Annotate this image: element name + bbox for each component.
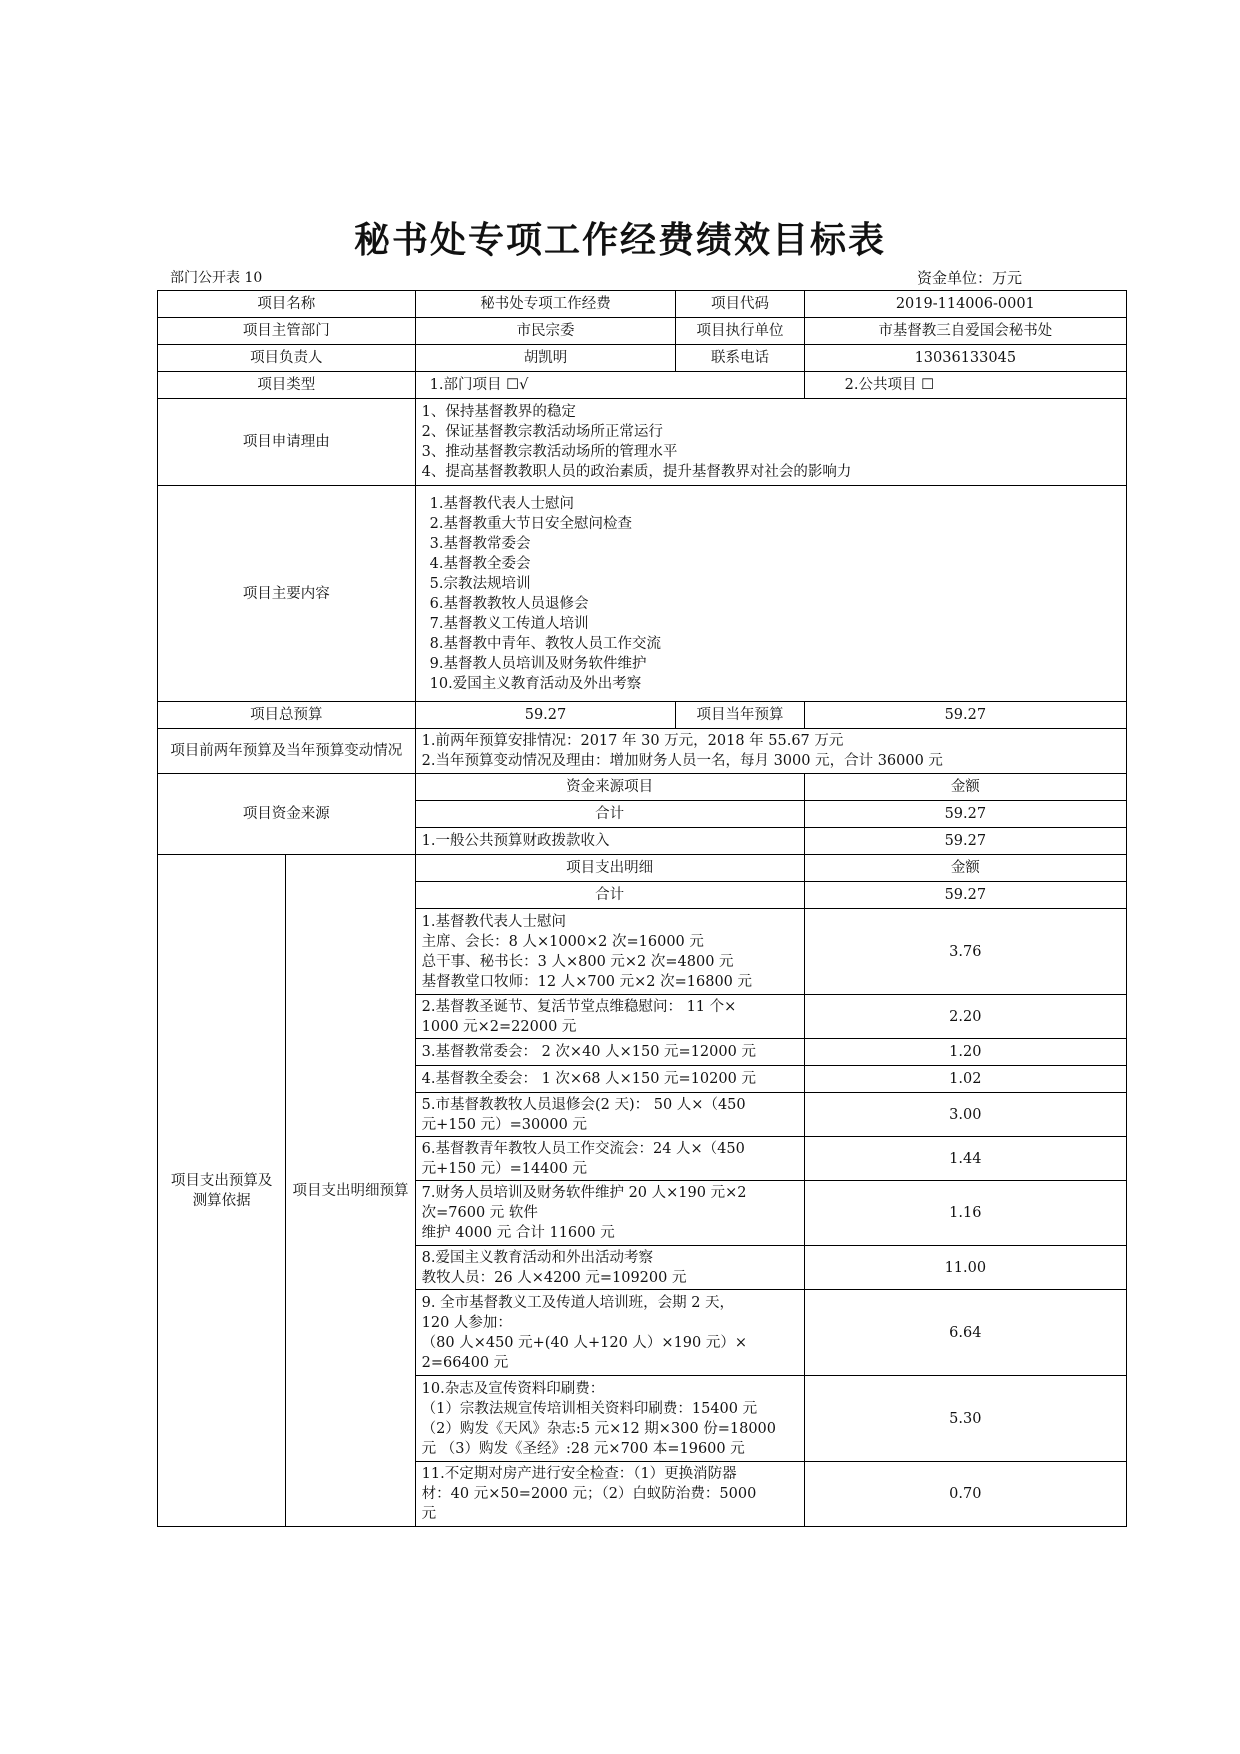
phone-label: 联系电话 <box>676 345 804 372</box>
exec-unit-label: 项目执行单位 <box>676 318 804 345</box>
project-code-label: 项目代码 <box>676 291 804 318</box>
funding-row-item: 1.一般公共预算财政拨款收入 <box>415 828 804 855</box>
expense-line: 基督教堂口牧师：12 人×700 元×2 次=16800 元 <box>421 973 753 990</box>
form-number: 部门公开表 10 <box>170 270 263 286</box>
expense-row-amount: 1.20 <box>804 1039 1126 1066</box>
phone-value: 13036133045 <box>804 345 1126 372</box>
content-line: 7.基督教义工传道人培训 <box>429 615 589 632</box>
expense-line: 总干事、秘书长：3 人×800 元×2 次=4800 元 <box>421 953 734 970</box>
expense-row-item <box>415 1039 804 1066</box>
content-line: 2.基督教重大节日安全慰问检查 <box>429 515 632 532</box>
dept-value: 市民宗委 <box>415 318 676 345</box>
budget-change-line: 2.当年预算变动情况及理由：增加财务人员一名，每月 3000 元，合计 36000 元 <box>421 753 943 769</box>
project-type-public: 2.公共项目 ☐ <box>804 372 1126 399</box>
funding-amount-header: 金额 <box>804 774 1126 801</box>
expense-line: 元+150 元）=14400 元 <box>421 1160 587 1177</box>
funding-source-label: 项目资金来源 <box>158 774 416 855</box>
expense-line: 3.基督教常委会： 2 次×40 人×150 元=12000 元 <box>421 1044 756 1060</box>
expense-line: 主席、会长：8 人×1000×2 次=16000 元 <box>421 933 704 950</box>
expense-outer-label: 项目支出预算及测算依据 <box>158 855 286 1527</box>
content-lines <box>415 486 1126 702</box>
project-code-value: 2019-114006-0001 <box>804 291 1126 318</box>
reason-line: 1、保持基督教界的稳定 <box>421 404 576 420</box>
expense-row-amount: 0.70 <box>804 1462 1126 1527</box>
expense-line: 2.基督教圣诞节、复活节堂点维稳慰问： 11 个× <box>421 998 737 1015</box>
reason-line: 4、提高基督教教职人员的政治素质，提升基督教界对社会的影响力 <box>421 464 852 480</box>
expense-row-amount: 11.00 <box>804 1246 1126 1290</box>
expense-row-amount: 6.64 <box>804 1290 1126 1376</box>
funding-sum-label: 合计 <box>415 801 804 828</box>
reason-lines <box>415 399 1126 486</box>
content-line: 1.基督教代表人士慰问 <box>429 495 574 512</box>
page-title: 秘书处专项工作经费绩效目标表 <box>353 220 886 261</box>
expense-row-amount: 2.20 <box>804 995 1126 1039</box>
dept-label: 项目主管部门 <box>158 318 416 345</box>
content-line: 8.基督教中青年、教牧人员工作交流 <box>429 635 661 652</box>
expense-item-header: 项目支出明细 <box>415 855 804 882</box>
current-budget-value: 59.27 <box>804 702 1126 729</box>
budget-change-lines <box>415 729 1126 774</box>
content-line: 10.爱国主义教育活动及外出考察 <box>429 675 642 692</box>
performance-table <box>157 290 1127 1527</box>
project-type-label: 项目类型 <box>158 372 416 399</box>
funding-sum-value: 59.27 <box>804 801 1126 828</box>
expense-line: 维护 4000 元 合计 11600 元 <box>421 1225 615 1241</box>
expense-row-item <box>415 1462 804 1527</box>
expense-line: 9. 全市基督教义工及传道人培训班，会期 2 天， <box>421 1294 735 1311</box>
expense-row-amount: 3.00 <box>804 1093 1126 1137</box>
content-label: 项目主要内容 <box>158 486 416 702</box>
expense-row-amount: 1.02 <box>804 1066 1126 1093</box>
expense-line: 1.基督教代表人士慰问 <box>421 913 566 930</box>
funding-item-header: 资金来源项目 <box>415 774 804 801</box>
expense-row-item <box>415 1246 804 1290</box>
expense-line: 11.不定期对房产进行安全检查：（1）更换消防器 <box>421 1466 737 1482</box>
reason-line: 3、推动基督教宗教活动场所的管理水平 <box>421 444 678 460</box>
expense-row-amount: 5.30 <box>804 1376 1126 1462</box>
expense-row-item <box>415 1137 804 1181</box>
budget-change-label: 项目前两年预算及当年预算变动情况 <box>158 729 416 774</box>
expense-line: （80 人×450 元+(40 人+120 人）×190 元）× <box>421 1334 748 1351</box>
current-budget-label: 项目当年预算 <box>676 702 804 729</box>
expense-line: （2）购发《天风》杂志:5 元×12 期×300 份=18000 <box>421 1420 777 1437</box>
content-line: 9.基督教人员培训及财务软件维护 <box>429 655 647 672</box>
expense-row-item <box>415 1376 804 1462</box>
expense-row-amount: 1.44 <box>804 1137 1126 1181</box>
expense-row-item <box>415 1290 804 1376</box>
owner-value: 胡凯明 <box>415 345 676 372</box>
total-budget-value: 59.27 <box>415 702 676 729</box>
expense-line: 4.基督教全委会： 1 次×68 人×150 元=10200 元 <box>421 1071 756 1087</box>
expense-line: 材：40 元×50=2000 元；（2）白蚁防治费：5000 <box>421 1486 757 1502</box>
expense-line: （1）宗教法规宣传培训相关资料印刷费：15400 元 <box>421 1400 758 1417</box>
expense-inner-label: 项目支出明细预算 <box>286 855 415 1527</box>
funding-row-amount: 59.27 <box>804 828 1126 855</box>
expense-row-item <box>415 995 804 1039</box>
expense-line: 元 （3）购发《圣经》:28 元×700 本=19600 元 <box>421 1440 745 1457</box>
expense-row-item <box>415 1066 804 1093</box>
exec-unit-value: 市基督教三自爱国会秘书处 <box>804 318 1126 345</box>
project-name-label: 项目名称 <box>158 291 416 318</box>
expense-row-amount: 3.76 <box>804 909 1126 995</box>
reason-label: 项目申请理由 <box>158 399 416 486</box>
expense-line: 10.杂志及宣传资料印刷费： <box>421 1380 605 1397</box>
expense-row-item <box>415 1093 804 1137</box>
expense-line: 1000 元×2=22000 元 <box>421 1018 577 1035</box>
budget-change-line: 1.前两年预算安排情况：2017 年 30 万元，2018 年 55.67 万元 <box>421 733 844 749</box>
unit-note: 资金单位：万元 <box>916 269 1022 287</box>
expense-line: 6.基督教青年教牧人员工作交流会：24 人×（450 <box>421 1140 745 1157</box>
expense-row-item <box>415 1181 804 1246</box>
content-line: 4.基督教全委会 <box>429 555 531 572</box>
expense-row-amount: 1.16 <box>804 1181 1126 1246</box>
content-line: 5.宗教法规培训 <box>429 575 531 592</box>
expense-sum-label: 合计 <box>415 882 804 909</box>
owner-label: 项目负责人 <box>158 345 416 372</box>
expense-line: 2=66400 元 <box>421 1354 509 1371</box>
expense-line: 次=7600 元 软件 <box>421 1205 538 1221</box>
expense-line: 元 <box>421 1506 437 1522</box>
expense-row-item <box>415 909 804 995</box>
expense-line: 8.爱国主义教育活动和外出活动考察 <box>421 1249 653 1266</box>
project-type-dept: 1.部门项目 ☐√ <box>415 372 804 399</box>
expense-line: 元+150 元）=30000 元 <box>421 1116 587 1133</box>
expense-amount-header: 金额 <box>804 855 1126 882</box>
content-line: 3.基督教常委会 <box>429 535 531 552</box>
project-name-value: 秘书处专项工作经费 <box>415 291 676 318</box>
expense-sum-value: 59.27 <box>804 882 1126 909</box>
expense-line: 教牧人员：26 人×4200 元=109200 元 <box>421 1269 687 1286</box>
reason-line: 2、保证基督教宗教活动场所正常运行 <box>421 424 663 440</box>
expense-line: 120 人参加： <box>421 1314 512 1331</box>
expense-line: 7.财务人员培训及财务软件维护 20 人×190 元×2 <box>421 1185 747 1201</box>
expense-line: 5.市基督教教牧人员退修会(2 天)： 50 人×（450 <box>421 1096 746 1113</box>
content-line: 6.基督教教牧人员退修会 <box>429 595 589 612</box>
total-budget-label: 项目总预算 <box>158 702 416 729</box>
